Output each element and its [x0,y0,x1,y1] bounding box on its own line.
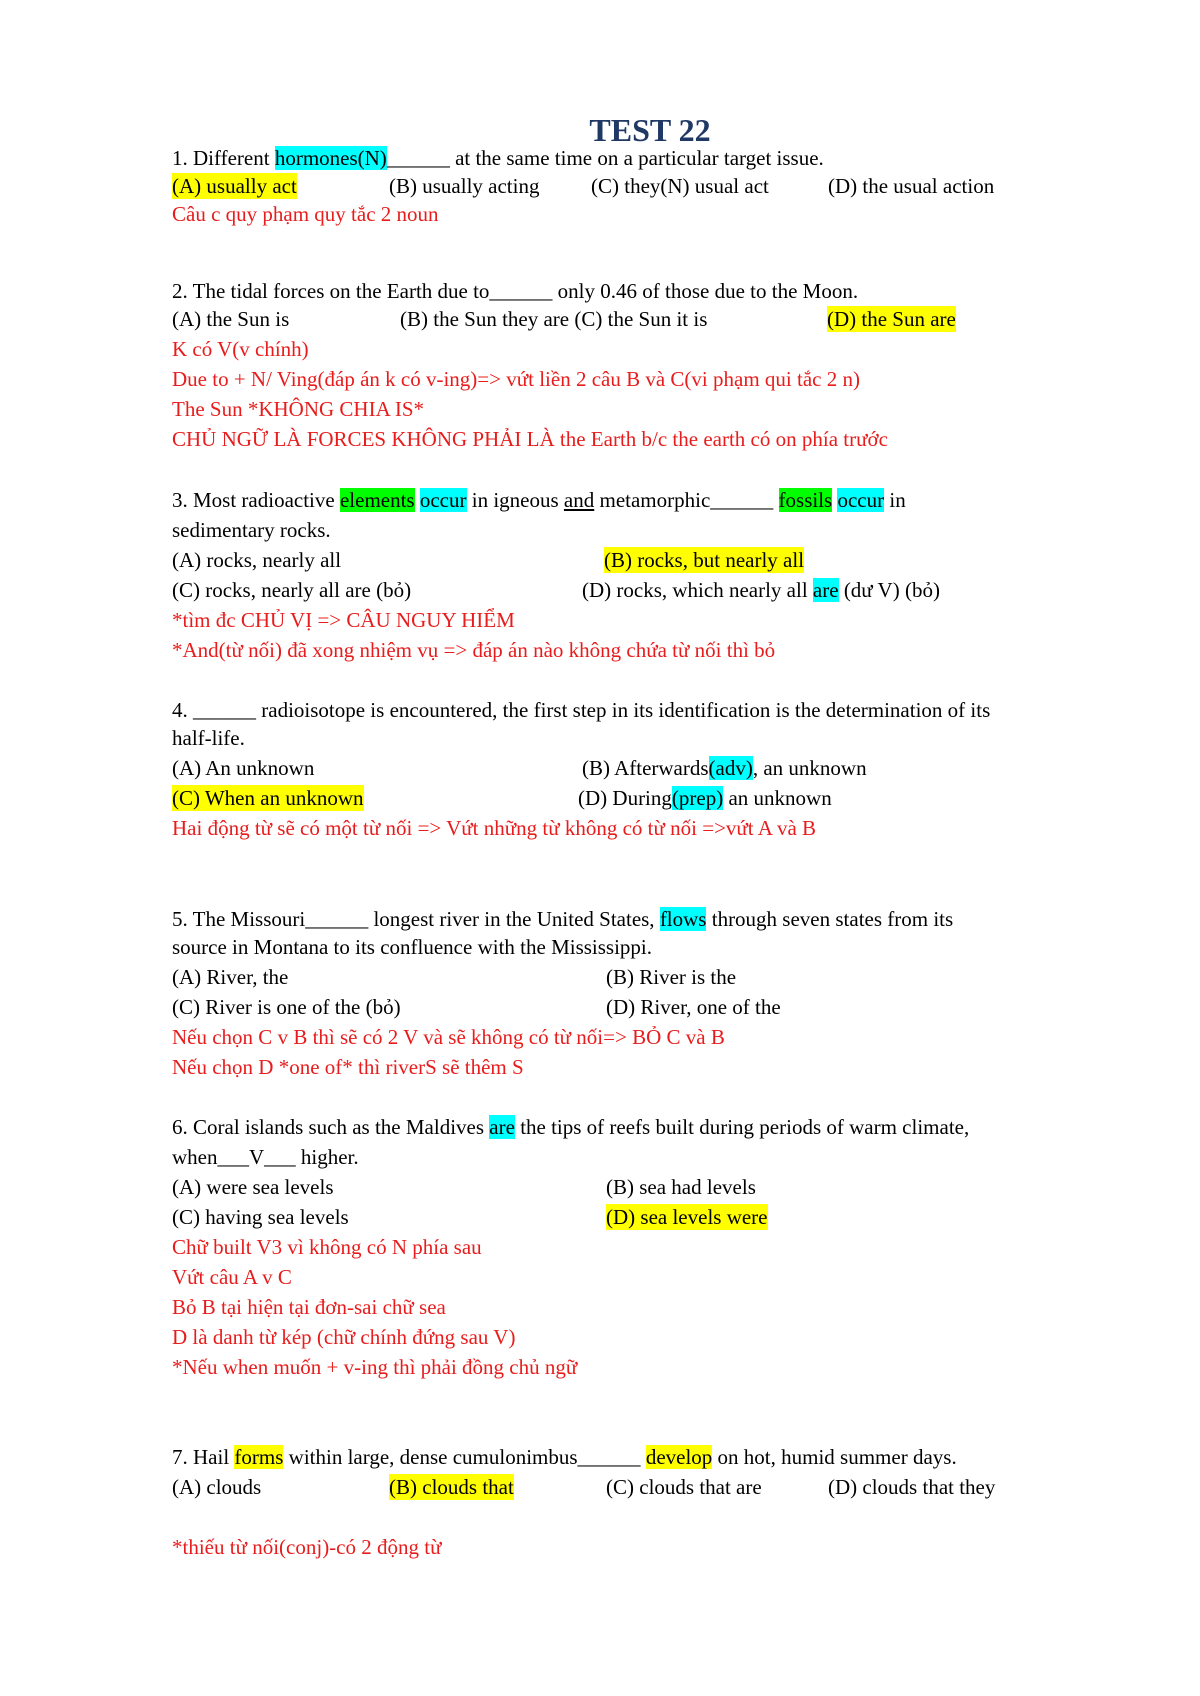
q7-stem-part: on hot, humid summer days. [712,1445,957,1469]
q7-highlight: forms [234,1445,284,1469]
q3-option-d-part: (dư V) (bỏ) [838,578,940,602]
q1-option-a: (A) usually act [172,174,297,198]
page-title: TEST 22 [589,112,711,148]
q6-stem-line2: when___V___ higher. [172,1145,359,1169]
q3-highlight: fossils [778,488,833,512]
q7-option-c: (C) clouds that are [606,1475,762,1499]
q3-highlight: elements [339,488,415,512]
q1-option-b: (B) usually acting [389,174,540,198]
q3-stem-part: in [884,488,906,512]
q4-option-a: (A) An unknown [172,756,315,780]
q4-note: Hai động từ sẽ có một từ nối => Vứt những từ không có từ nối =>vứt A và B [172,816,817,840]
q2-note: K có V(v chính) [172,337,309,361]
q4-stem: 4. ______ radioisotope is encountered, the first step in its identification is the determination of its [172,698,991,722]
q3-note: *And(từ nối) đã xong nhiệm vụ => đáp án nào không chứa từ nối thì bỏ [172,638,776,662]
q5-stem-line2: source in Montana to its confluence with the Mississippi. [172,935,653,959]
q2-note: The Sun *KHÔNG CHIA IS* [172,397,424,421]
q4-option-b [582,755,867,781]
q7-stem-part: 7. Hail [172,1445,235,1469]
q3-underlined: and [563,488,595,512]
q5-stem [172,906,953,932]
q5-stem-part: 5. The Missouri______ longest river in the United States, [172,907,660,931]
q3-stem-part: 3. Most radioactive [172,488,340,512]
q2-option-a: (A) the Sun is [172,307,290,331]
q1-stem-part: ______ at the same time on a particular target issue. [386,146,824,170]
q7-option-a: (A) clouds [172,1475,262,1499]
q3-option-c: (C) rocks, nearly all are (bỏ) [172,578,412,602]
q6-stem-part: the tips of reefs built during periods of warm climate, [514,1115,970,1139]
q6-stem [172,1114,969,1140]
q6-note: D là danh từ kép (chữ chính đứng sau V) [172,1325,516,1349]
q1-option-d: (D) the usual action [828,174,995,198]
q3-highlight: occur [419,488,467,512]
q6-option-c: (C) having sea levels [172,1205,349,1229]
q6-option-b: (B) sea had levels [606,1175,756,1199]
q6-note: *Nếu when muốn + v-ing thì phải đồng chủ ngữ [172,1355,578,1379]
q2-option-bc: (B) the Sun they are (C) the Sun it is [400,307,708,331]
q5-option-d: (D) River, one of the [606,995,781,1019]
q2-note: Due to + N/ Ving(đáp án k có v-ing)=> vứt liền 2 câu B và C(vi phạm qui tắc 2 n) [172,367,860,391]
q6-option-d: (D) sea levels were [606,1205,768,1229]
q5-note: Nếu chọn D *one of* thì riverS sẽ thêm S [172,1055,524,1079]
q1-note: Câu c quy phạm quy tắc 2 noun [172,202,439,226]
q3-option-d [582,577,940,603]
q6-note: Chữ built V3 vì không có N phía sau [172,1235,482,1259]
q3-stem [172,487,906,513]
q3-highlight: occur [837,488,885,512]
q4-stem-line2: half-life. [172,726,245,750]
q6-note: Vứt câu A v C [172,1265,292,1289]
q6-stem-part: 6. Coral islands such as the Maldives [172,1115,490,1139]
q7-highlight: develop [645,1445,713,1469]
q3-option-b: (B) rocks, but nearly all [604,548,805,572]
q5-option-c: (C) River is one of the (bỏ) [172,995,401,1019]
q1-stem-part: 1. Different [172,146,275,170]
q4-highlight: (prep) [671,786,724,810]
q3-note: *tìm đc CHỦ VỊ => CÂU NGUY HIỂM [172,608,515,632]
q2-note: CHỦ NGỮ LÀ FORCES KHÔNG PHẢI LÀ the Earth b/c the earth có on phía trước [172,427,888,451]
q5-stem-part: through seven states from its [706,907,954,931]
q3-stem-part: metamorphic______ [594,488,779,512]
q7-stem-part: within large, dense cumulonimbus______ [283,1445,646,1469]
q4-highlight: (adv) [708,756,753,780]
q3-option-a: (A) rocks, nearly all [172,548,342,572]
q5-note: Nếu chọn C v B thì sẽ có 2 V và sẽ không có từ nối=> BỎ C và B [172,1025,725,1049]
q1-highlight: hormones(N) [274,146,387,170]
q7-option-b: (B) clouds that [389,1475,514,1499]
q6-highlight: are [489,1115,515,1139]
q1-option-c: (C) they(N) usual act [591,174,769,198]
q3-highlight: are [812,578,839,602]
q4-option-d [578,785,832,811]
q6-note: Bỏ B tại hiện tại đơn-sai chữ sea [172,1295,446,1319]
q1-stem [172,145,824,171]
q4-option-b-part: (B) Afterwards [582,756,709,780]
q6-option-a: (A) were sea levels [172,1175,334,1199]
q5-option-a: (A) River, the [172,965,289,989]
q3-option-d-part: (D) rocks, which nearly all [582,578,813,602]
q4-option-d-part: (D) During [578,786,672,810]
q2-stem: 2. The tidal forces on the Earth due to______ only 0.46 of those due to the Moon. [172,279,859,303]
q7-stem [172,1444,957,1470]
q3-stem-line2: sedimentary rocks. [172,518,331,542]
q5-option-b: (B) River is the [606,965,737,989]
q4-option-d-part: an unknown [723,786,832,810]
q7-note: *thiếu từ nối(conj)-có 2 động từ [172,1535,442,1559]
q4-option-c: (C) When an unknown [172,786,364,810]
q4-option-b-part: , an unknown [752,756,867,780]
q3-stem-part: in igneous [466,488,564,512]
q2-option-d: (D) the Sun are [827,307,956,331]
q5-highlight: flows [659,907,707,931]
q7-option-d: (D) clouds that they [828,1475,996,1499]
